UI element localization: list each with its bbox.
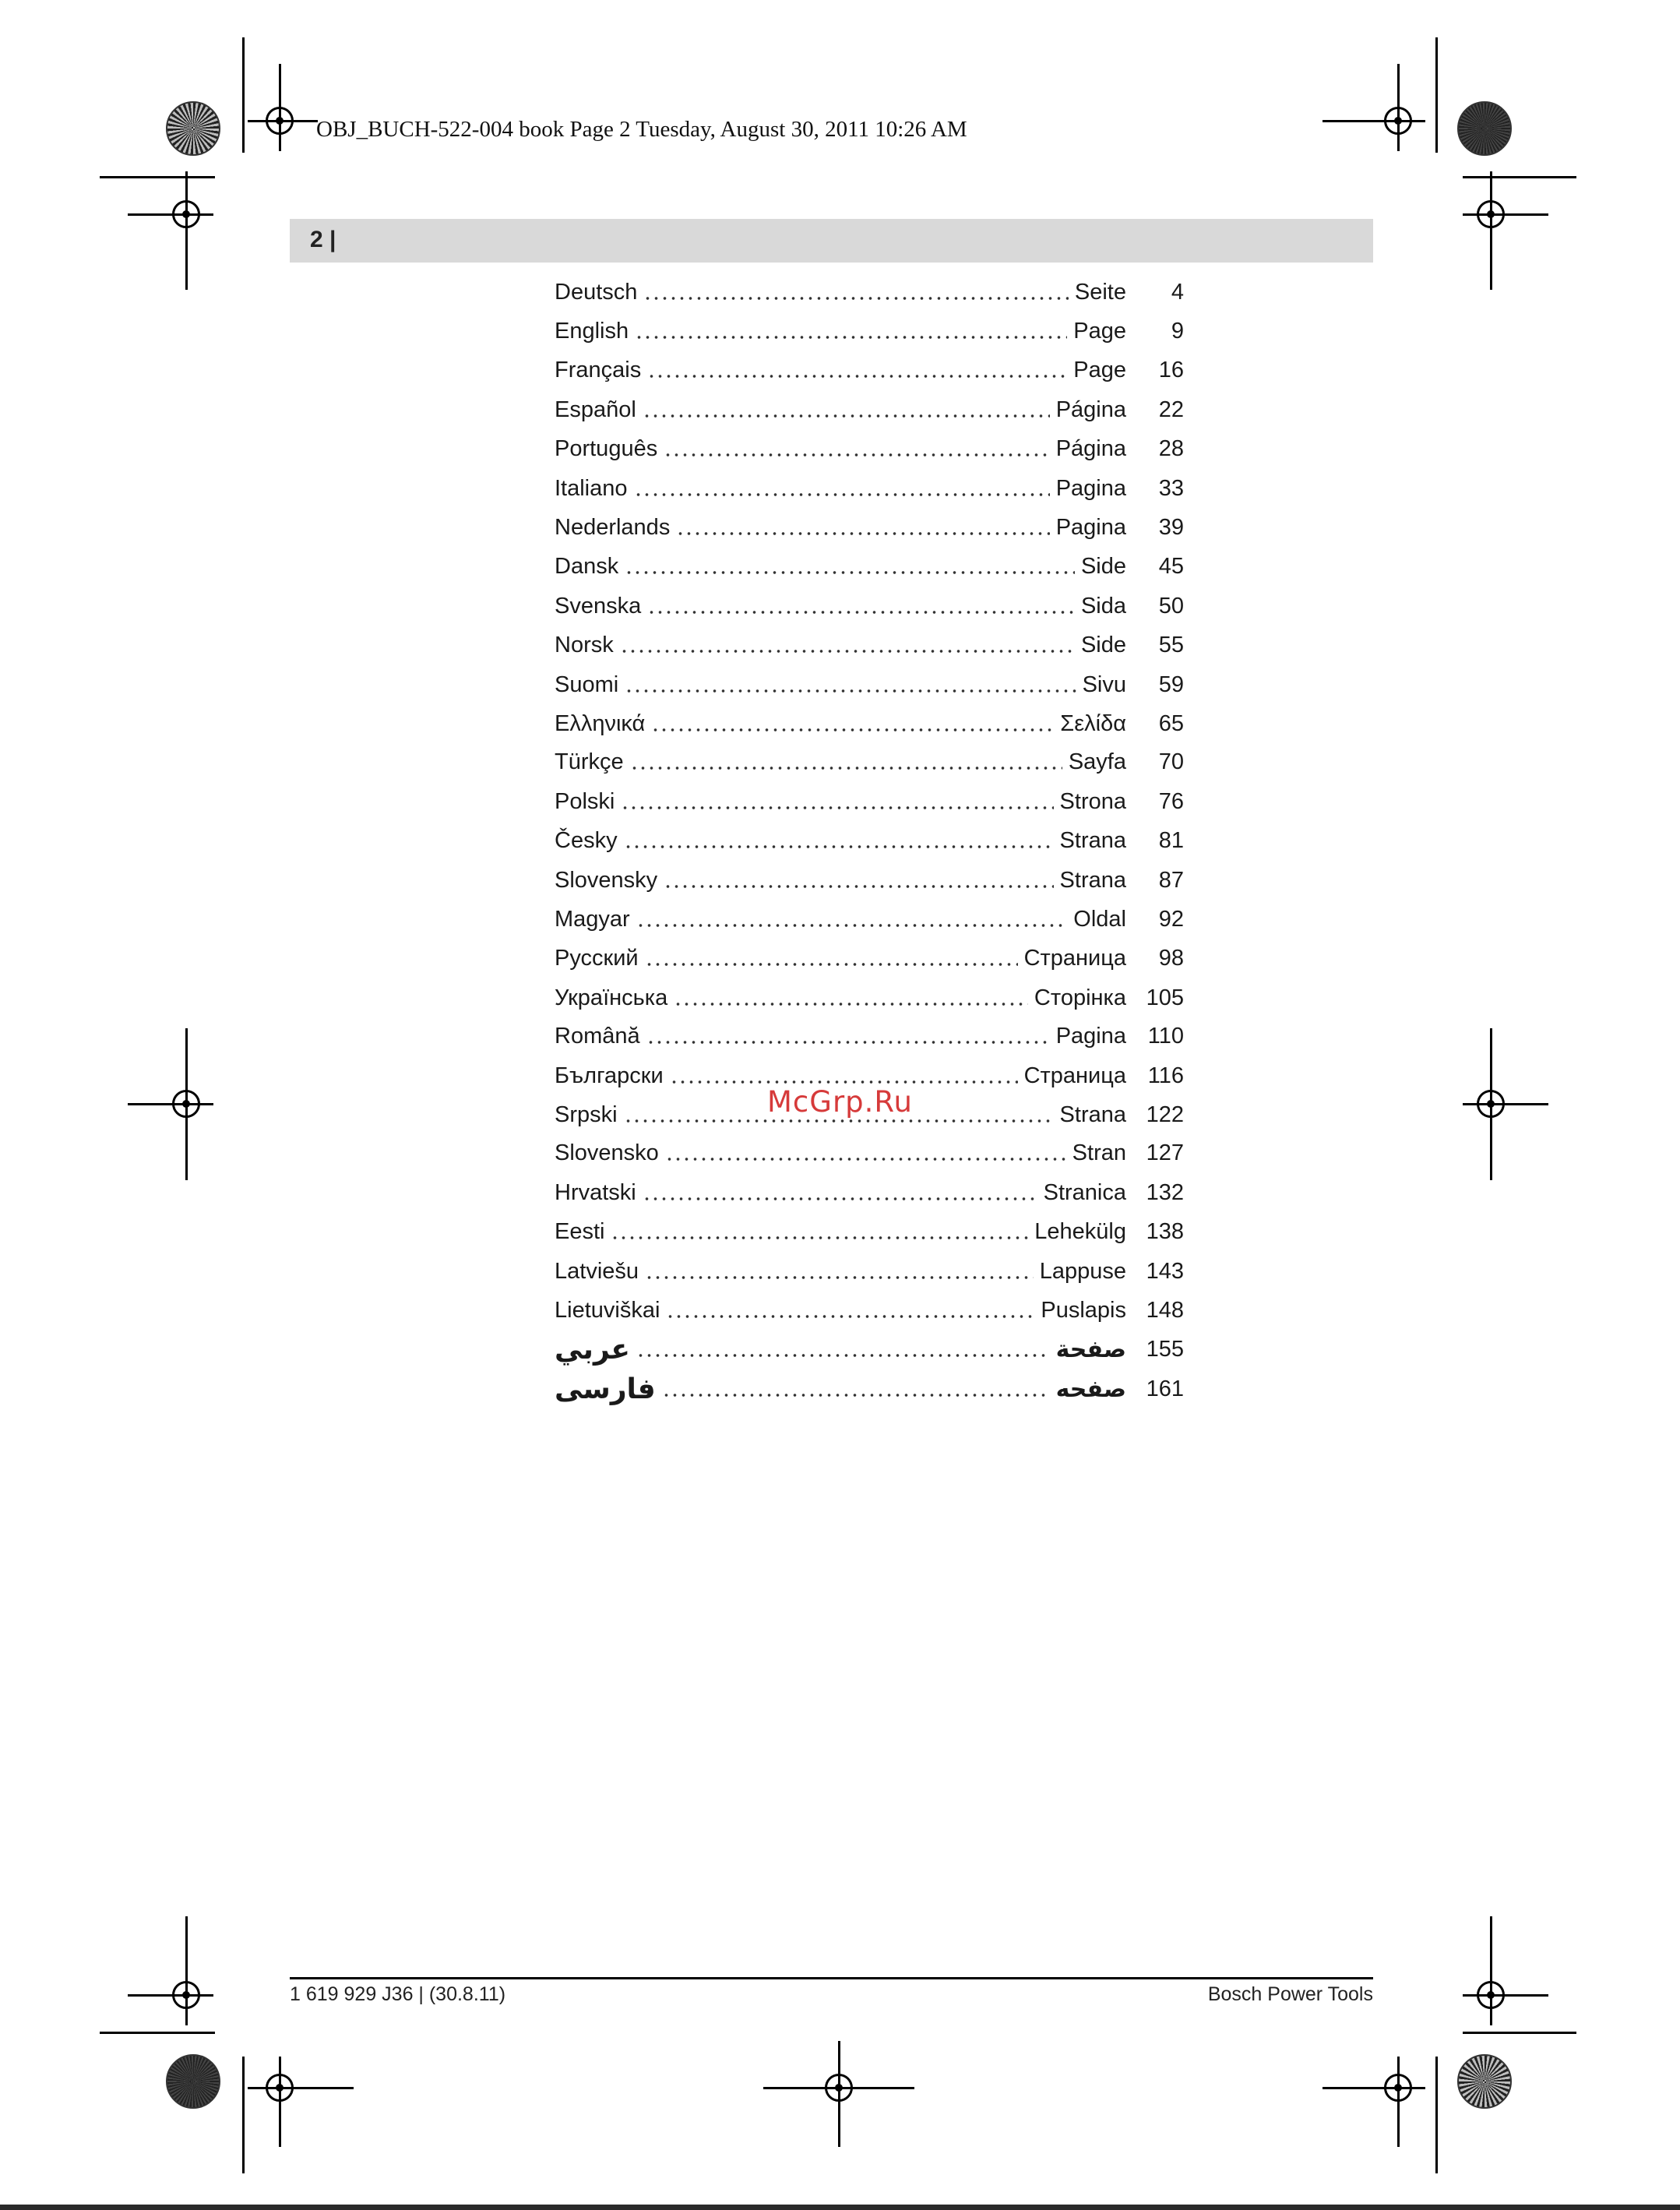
toc-language: Suomi [555,671,619,697]
registration-mark-icon [1384,2074,1412,2102]
toc-leader-dots [621,805,1053,810]
toc-page-word: Stran [1072,1140,1126,1165]
toc-leader-dots [665,1157,1066,1161]
toc-page-word: Puslapis [1041,1297,1126,1323]
toc-language: Norsk [555,632,614,657]
toc-leader-dots [643,414,1050,418]
toc-leader-dots [647,374,1067,379]
toc-language: Hrvatski [555,1179,636,1205]
toc-language: Slovensko [555,1140,659,1165]
toc-page-word: Page [1073,318,1126,344]
toc-leader-dots [624,844,1054,849]
page-header-band [290,219,1373,263]
toc-language: Eesti [555,1218,605,1244]
registration-mark-icon [1477,1090,1505,1118]
toc-page-word: Strana [1059,867,1126,893]
toc-page-number: 50 [1158,593,1184,619]
toc-language: Ελληνικά [555,710,646,736]
toc-language: Български [555,1063,664,1088]
toc-page-number: 122 [1146,1101,1184,1127]
watermark: McGrp.Ru [767,1085,913,1119]
toc-language: Français [555,357,642,382]
toc-page-word: Страница [1023,1063,1126,1088]
toc-leader-dots [620,649,1075,654]
toc-language: Português [555,435,658,461]
toc-page-number: 98 [1158,945,1184,971]
toc-language: Polski [555,788,615,814]
toc-page-number: 127 [1146,1140,1184,1165]
toc-row [555,784,1184,819]
toc-leader-dots [670,1080,1018,1084]
toc-page-number: 39 [1158,514,1184,540]
toc-row [555,1293,1184,1327]
toc-language: Türkçe [555,749,624,774]
toc-leader-dots [630,766,1062,770]
toc-row [555,941,1184,975]
toc-page-number: 110 [1147,1023,1184,1049]
toc-page-word: صفحه [1055,1375,1126,1403]
toc-page-word: Сторінка [1034,985,1126,1010]
toc-leader-dots [645,1275,1034,1280]
toc-page-number: 9 [1171,318,1184,344]
toc-page-number: 138 [1146,1218,1184,1244]
toc-page-number: 65 [1158,710,1184,736]
toc-language: عربي [555,1333,630,1366]
toc-row [555,314,1184,348]
toc-page-word: Seite [1074,279,1126,305]
toc-language: Italiano [555,475,628,501]
toc-page-word: Pagina [1055,1023,1126,1049]
color-target-icon [166,2054,220,2109]
toc-leader-dots [634,492,1050,497]
toc-page-word: Strana [1059,827,1126,853]
toc-language: Русский [555,945,639,971]
toc-page-word: Pagina [1055,514,1126,540]
toc-leader-dots [643,296,1069,301]
page-number: 2 | [310,227,336,252]
toc-page-number: 87 [1158,867,1184,893]
toc-leader-dots [624,1119,1054,1123]
toc-row [555,393,1184,427]
toc-page-number: 148 [1146,1297,1184,1323]
toc-leader-dots [611,1235,1028,1240]
toc-row [555,1136,1184,1170]
toc-page-word: Strana [1059,1101,1126,1127]
toc-row [555,549,1184,583]
toc-language: Česky [555,827,618,853]
toc-row [555,1175,1184,1210]
toc-page-number: 105 [1146,985,1184,1010]
registration-mark-icon [1477,200,1505,228]
registration-mark-icon [266,107,294,135]
toc-row [555,823,1184,858]
toc-language: Dansk [555,553,619,579]
toc-leader-dots [674,1002,1028,1006]
toc-page-number: 155 [1146,1336,1184,1362]
toc-leader-dots [662,1393,1050,1398]
toc-page-number: 116 [1147,1063,1184,1088]
toc-language: Lietuviškai [555,1297,660,1323]
toc-page-number: 92 [1158,906,1184,932]
toc-page-number: 28 [1158,435,1184,461]
toc-page-word: Oldal [1073,906,1126,932]
toc-leader-dots [664,884,1053,889]
toc-row [555,1332,1184,1366]
toc-row [555,1254,1184,1288]
toc-page-word: Stranica [1043,1179,1126,1205]
toc-language: فارسی [555,1373,656,1405]
toc-row [555,510,1184,545]
toc-page-word: Sida [1080,593,1126,619]
toc-language: Latviešu [555,1258,639,1284]
toc-row [555,589,1184,623]
toc-row [555,353,1184,387]
toc-row [555,745,1184,779]
registration-mark-icon [172,1981,200,2009]
toc-page-number: 59 [1158,671,1184,697]
toc-page-number: 132 [1146,1179,1184,1205]
toc-language: Română [555,1023,640,1049]
registration-mark-icon [825,2074,853,2102]
toc-page-number: 4 [1171,279,1184,305]
toc-leader-dots [651,728,1054,732]
toc-language: Deutsch [555,279,638,305]
footer-doc-number: 1 619 929 J36 | (30.8.11) [290,1983,506,2005]
registration-mark-icon [172,1090,200,1118]
toc-page-number: 70 [1158,749,1184,774]
toc-row [555,1372,1184,1406]
toc-leader-dots [625,570,1075,575]
footer-rule [290,1977,1373,1979]
toc-page-number: 76 [1158,788,1184,814]
toc-language: Slovensky [555,867,658,893]
registration-mark-icon [1477,1981,1505,2009]
toc-page-word: Sivu [1082,671,1126,697]
toc-page-number: 55 [1158,632,1184,657]
toc-page-number: 45 [1158,553,1184,579]
toc-row [555,668,1184,702]
toc-page-word: Lappuse [1039,1258,1126,1284]
toc-page-number: 143 [1146,1258,1184,1284]
toc-row [555,275,1184,309]
toc-page-number: 22 [1158,397,1184,422]
toc-row [555,981,1184,1015]
toc-page-word: Sayfa [1068,749,1126,774]
toc-page-number: 16 [1158,357,1184,382]
toc-leader-dots [664,453,1049,457]
toc-row [555,863,1184,897]
toc-page-word: Σελίδα [1060,710,1126,736]
toc-page-word: Side [1080,632,1126,657]
toc-page-word: Página [1055,435,1126,461]
toc-leader-dots [636,923,1068,928]
toc-page-word: Lehekülg [1034,1218,1126,1244]
toc-page-word: صفحة [1055,1335,1126,1363]
toc-leader-dots [625,689,1076,693]
toc-row [555,432,1184,466]
color-target-icon [1457,2054,1512,2109]
toc-language: Svenska [555,593,642,619]
toc-row [555,1019,1184,1053]
color-target-icon [1457,101,1512,156]
toc-leader-dots [643,1197,1037,1201]
toc-leader-dots [646,1040,1050,1045]
toc-row [555,902,1184,936]
toc-page-word: Page [1073,357,1126,382]
toc-page-word: Страница [1023,945,1126,971]
toc-language: Español [555,397,636,422]
toc-leader-dots [635,335,1067,340]
registration-mark-icon [1384,107,1412,135]
toc-page-word: Pagina [1055,475,1126,501]
toc-leader-dots [676,531,1049,536]
scan-edge [0,2205,1680,2210]
toc-row [555,471,1184,506]
print-header: OBJ_BUCH-522-004 book Page 2 Tuesday, August 30, 2011 10:26 AM [316,117,967,142]
toc-language: Srpski [555,1101,618,1127]
toc-leader-dots [666,1314,1034,1319]
toc-leader-dots [636,1353,1050,1358]
toc-page-word: Side [1080,553,1126,579]
toc-language: Nederlands [555,514,671,540]
toc-language: Українська [555,985,668,1010]
registration-mark-icon [172,200,200,228]
toc-language: English [555,318,629,344]
toc-page-number: 33 [1158,475,1184,501]
toc-language: Magyar [555,906,630,932]
footer-brand: Bosch Power Tools [1207,1983,1373,2005]
toc-leader-dots [647,610,1075,615]
toc-page-number: 81 [1158,827,1184,853]
toc-row [555,1214,1184,1249]
toc-row [555,628,1184,662]
toc-page-number: 161 [1146,1376,1184,1401]
toc-page-word: Strona [1059,788,1126,814]
toc-row [555,707,1184,741]
color-target-icon [166,101,220,156]
registration-mark-icon [266,2074,294,2102]
toc-leader-dots [645,962,1018,967]
toc-page-word: Página [1055,397,1126,422]
